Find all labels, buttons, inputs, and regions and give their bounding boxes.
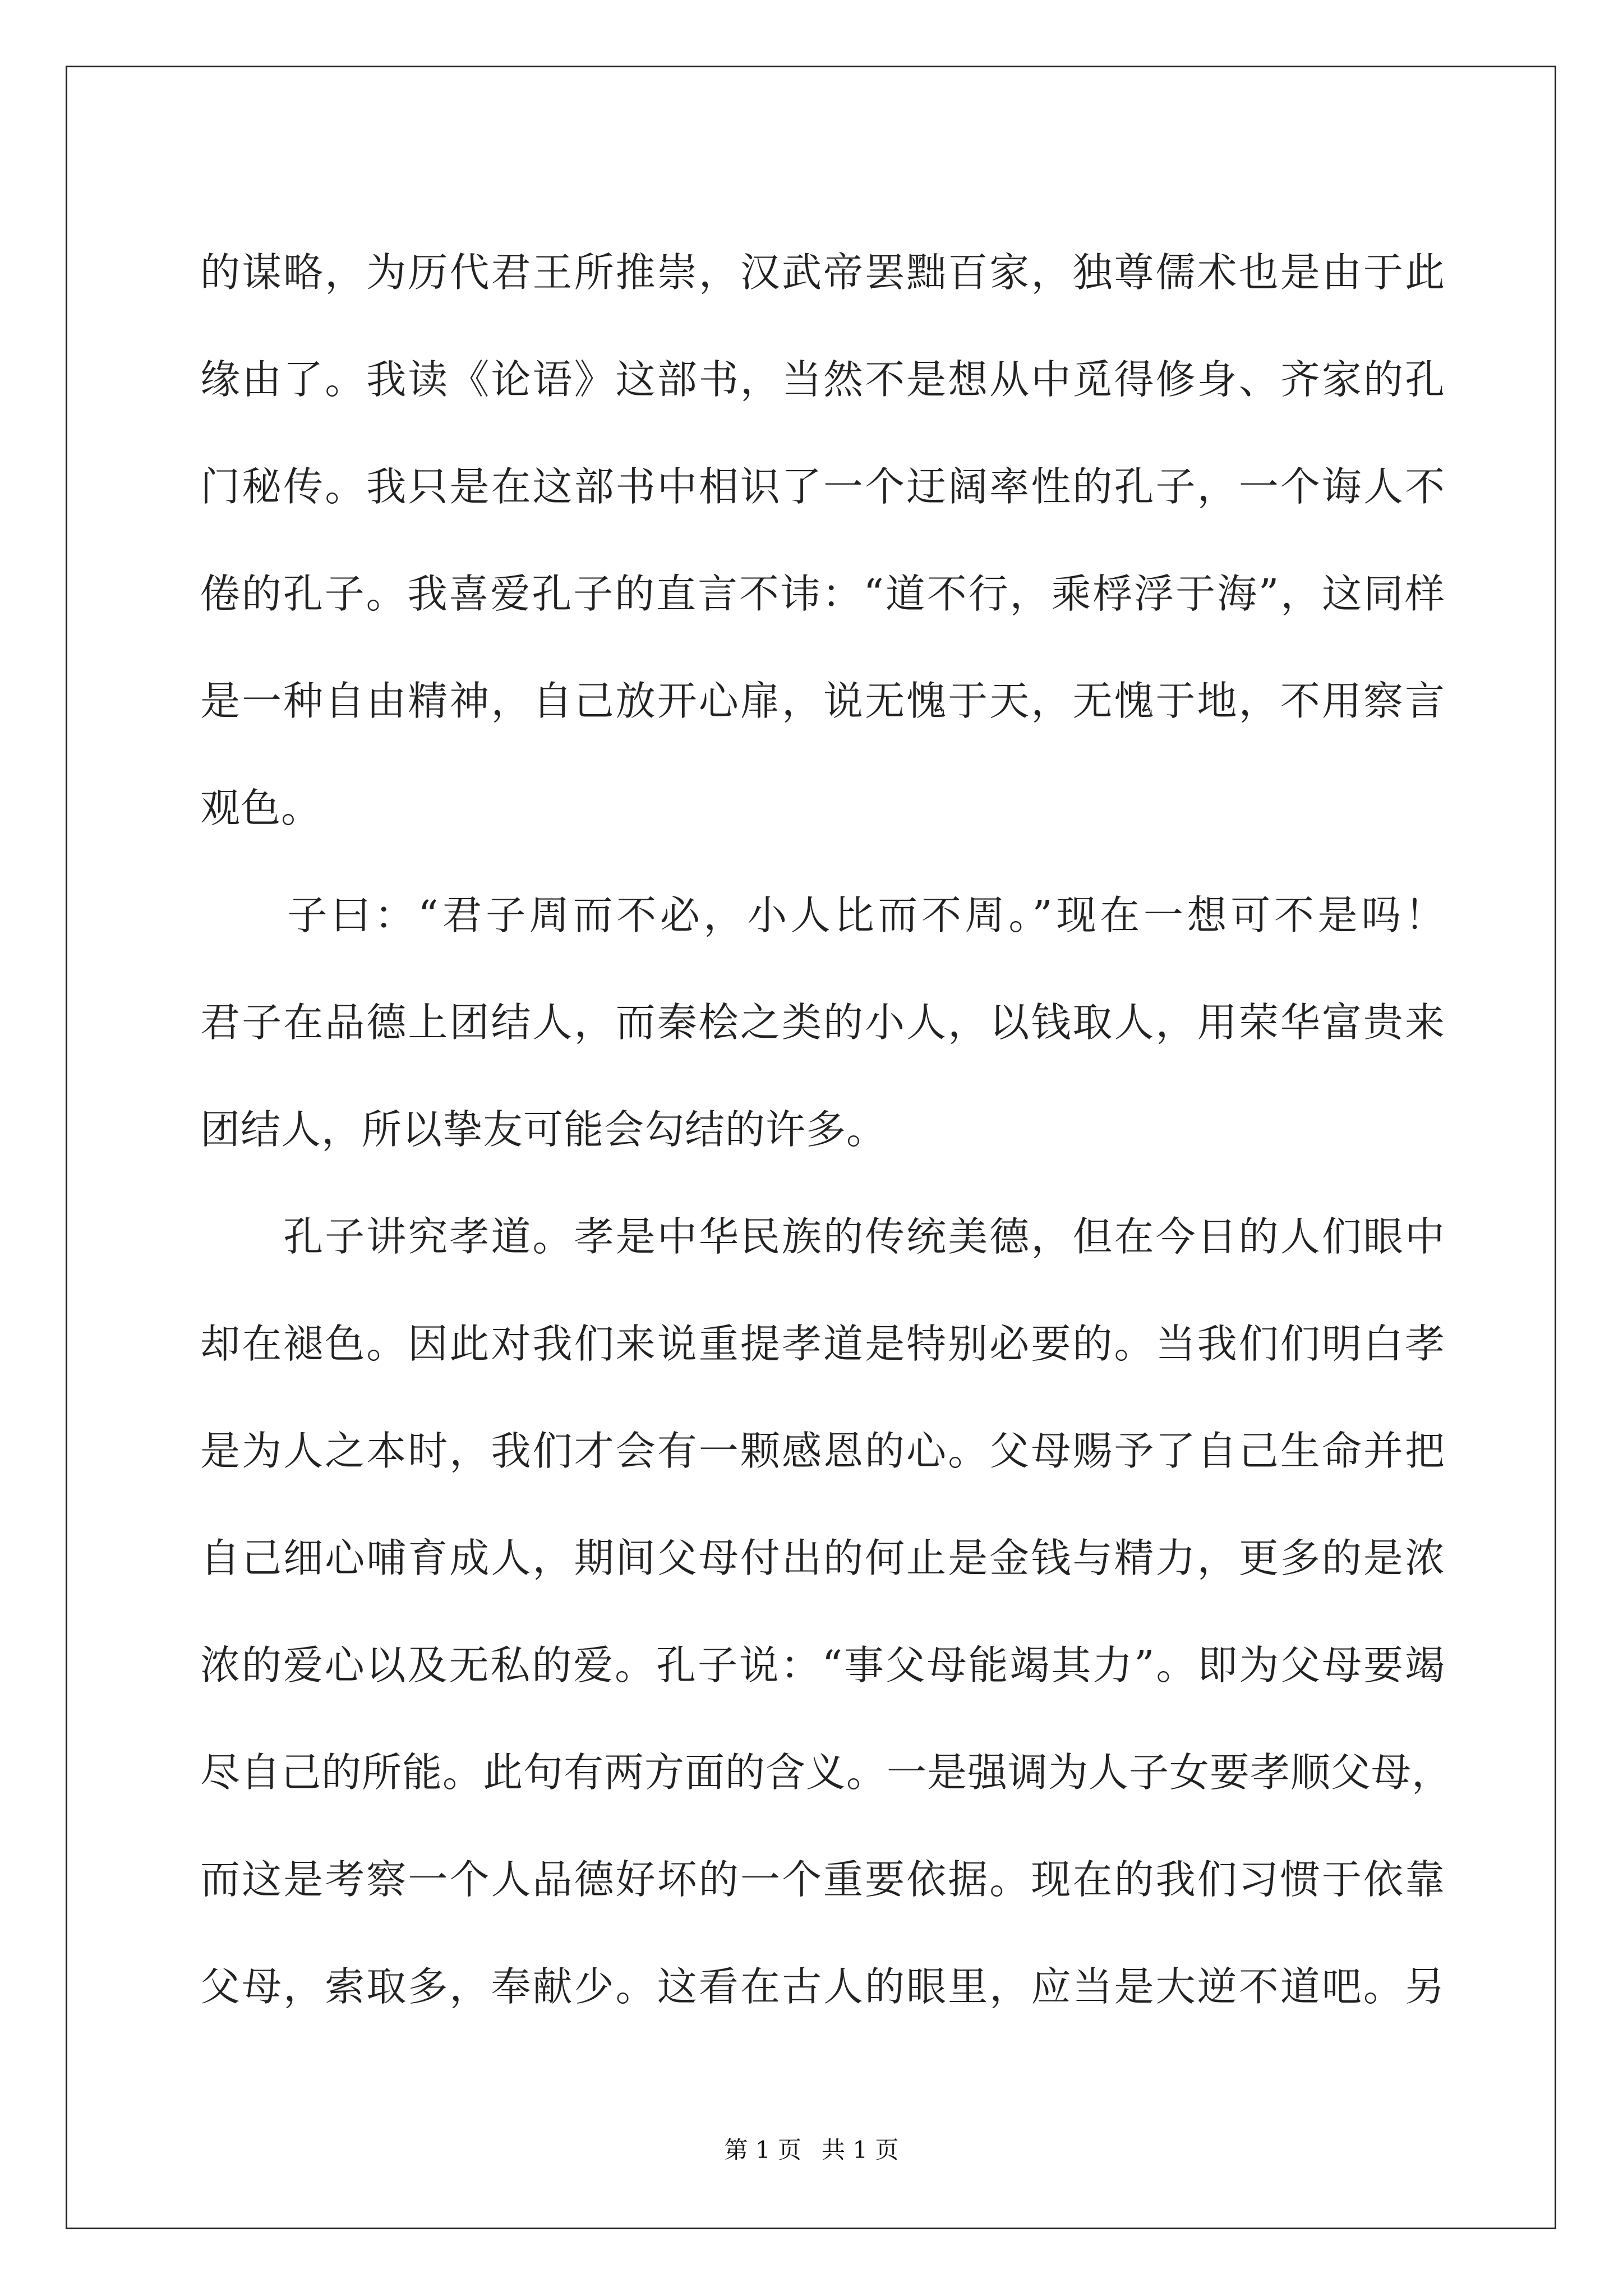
page-footer	[0, 2132, 1623, 2165]
text-line: 尽自己的所能。此句有两方面的含义。一是强调为人子女要孝顺父母，	[200, 1749, 1453, 1796]
text-line: 君子在品德上团结人，而秦桧之类的小人，以钱取人，用荣华富贵来	[200, 999, 1445, 1046]
document-body	[200, 219, 1453, 2040]
text-line: 自己细心哺育成人，期间父母付出的何止是金钱与精力，更多的是浓	[200, 1535, 1445, 1581]
text-line: 父母，索取多，奉献少。这看在古人的眼里，应当是大逆不道吧。另	[200, 1963, 1445, 2010]
text-line: 是一种自由精神，自己放开心扉，说无愧于天，无愧于地，不用察言	[200, 678, 1445, 724]
text-line: 而这是考察一个人品德好坏的一个重要依据。现在的我们习惯于依靠	[200, 1856, 1445, 1903]
text-line: 孔子讲究孝道。孝是中华民族的传统美德，但在今日的人们眼中	[200, 1213, 1445, 1260]
text-line: 门秘传。我只是在这部书中相识了一个迂阔率性的孔子，一个诲人不	[200, 463, 1445, 510]
text-line: 却在褪色。因此对我们来说重提孝道是特别必要的。当我们们明白孝	[200, 1320, 1445, 1367]
text-line: 倦的孔子。我喜爱孔子的直言不讳：“道不行，乘桴浮于海”，这同样	[200, 570, 1445, 617]
text-line: 浓的爱心以及无私的爱。孔子说：“事父母能竭其力”。即为父母要竭	[200, 1642, 1445, 1688]
text-line: 团结人，所以挚友可能会勾结的许多。	[200, 1106, 887, 1153]
text-line: 的谋略，为历代君王所推崇，汉武帝罢黜百家，独尊儒术也是由于此	[200, 249, 1445, 296]
text-line: 子曰：“君子周而不必，小人比而不周。”现在一想可不是吗！	[200, 892, 1445, 938]
text-line: 是为人之本时，我们才会有一颗感恩的心。父母赐予了自己生命并把	[200, 1428, 1445, 1474]
page-total: 共 1 页	[822, 2136, 899, 2164]
text-line: 缘由了。我读《论语》这部书，当然不是想从中觅得修身、齐家的孔	[200, 356, 1445, 403]
page-number: 第 1 页	[724, 2136, 801, 2164]
text-line: 观色。	[200, 785, 322, 831]
